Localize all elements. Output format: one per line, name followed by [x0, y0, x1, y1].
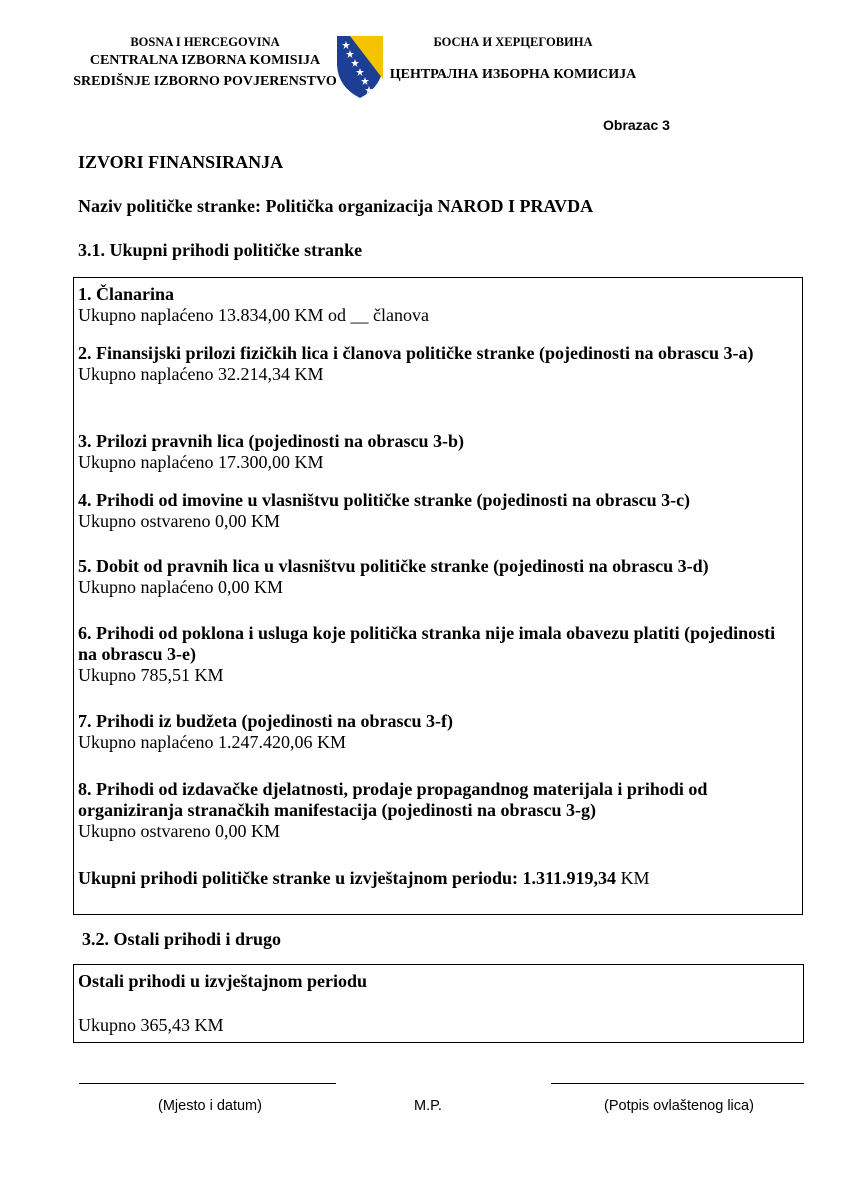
income-item [78, 779, 794, 842]
total-income-label: Ukupni prihodi političke stranke u izvještajnom periodu: 1.311.919,34 [78, 868, 617, 888]
income-item-value: Ukupno ostvareno 0,00 KM [78, 511, 280, 531]
income-item-heading: 4. Prihodi od imovine u vlasništvu političke stranke (pojedinosti na obrascu 3-c) [78, 490, 691, 510]
income-item-value: Ukupno ostvareno 0,00 KM [78, 821, 280, 841]
form-code: Obrazac 3 [603, 117, 670, 133]
section-2-title: 3.2. Ostali prihodi i drugo [82, 929, 282, 949]
income-item-value: Ukupno naplaćeno 17.300,00 KM [78, 452, 324, 472]
place-date-label: (Mjesto i datum) [158, 1098, 262, 1114]
income-item-value: Ukupno naplaćeno 0,00 KM [78, 577, 283, 597]
income-item [78, 623, 794, 686]
income-item-heading: 3. Prilozi pravnih lica (pojedinosti na obrascu 3-b) [78, 431, 465, 451]
income-item-heading: 2. Finansijski prilozi fizičkih lica i članova političke stranke (pojedinosti na obrascu 3-a) [78, 343, 754, 363]
income-item-value: Ukupno 785,51 KM [78, 665, 224, 685]
section-1-title: 3.1. Ukupni prihodi političke stranke [78, 240, 363, 260]
total-income-line [78, 868, 650, 889]
income-item [78, 556, 794, 598]
income-item-heading: 7. Prihodi iz budžeta (pojedinosti na obrascu 3-f) [78, 711, 454, 731]
other-income-value: Ukupno 365,43 KM [78, 1015, 224, 1035]
income-item [78, 284, 794, 326]
income-item-heading: 1. Članarina [78, 284, 175, 304]
commission-alt-name-latin: SREDIŠNJE IZBORNO POVJERENSTVO [73, 74, 337, 89]
header-cyrillic [388, 34, 638, 85]
commission-name-cyrillic: ЦЕНТРАЛНА ИЗБОРНА КОМИСИЈА [389, 67, 637, 82]
commission-name-latin: CENTRALNA IZBORNA KOMISIJA [89, 53, 321, 68]
other-income-box [73, 964, 804, 1043]
total-income-box [73, 277, 803, 915]
income-item-value: Ukupno naplaćeno 1.247.420,06 KM [78, 732, 346, 752]
country-name-latin: BOSNA I HERCEGOVINA [130, 35, 280, 49]
income-item [78, 490, 794, 532]
bih-coat-of-arms-icon [336, 35, 384, 99]
other-income-heading: Ostali prihodi u izvještajnom periodu [78, 971, 368, 991]
header-latin [70, 34, 340, 92]
stamp-label: M.P. [414, 1098, 442, 1114]
income-item [78, 431, 794, 473]
page-title: IZVORI FINANSIRANJA [78, 152, 284, 172]
party-name-line: Naziv političke stranke: Politička organizacija NAROD I PRAVDA [78, 196, 594, 216]
place-date-line [79, 1083, 336, 1084]
total-income-unit: KM [616, 868, 650, 888]
income-item [78, 711, 794, 753]
income-item-heading: 6. Prihodi od poklona i usluga koje politička stranka nije imala obavezu platiti (pojedinosti na obrascu 3-e) [78, 623, 776, 664]
income-item-value: Ukupno naplaćeno 32.214,34 KM [78, 364, 324, 384]
signature-line [551, 1083, 804, 1084]
income-item [78, 343, 794, 385]
income-item-heading: 8. Prihodi od izdavačke djelatnosti, prodaje propagandnog materijala i prihodi od organiziranja stranačkih manifestacija (pojedinosti na obrascu 3-g) [78, 779, 708, 820]
income-item-value: Ukupno naplaćeno 13.834,00 KM od __ članova [78, 305, 429, 325]
income-item-heading: 5. Dobit od pravnih lica u vlasništvu političke stranke (pojedinosti na obrascu 3-d) [78, 556, 709, 576]
country-name-cyrillic: БОСНА И ХЕРЦЕГОВИНА [433, 35, 593, 49]
signature-label: (Potpis ovlaštenog lica) [604, 1098, 754, 1114]
